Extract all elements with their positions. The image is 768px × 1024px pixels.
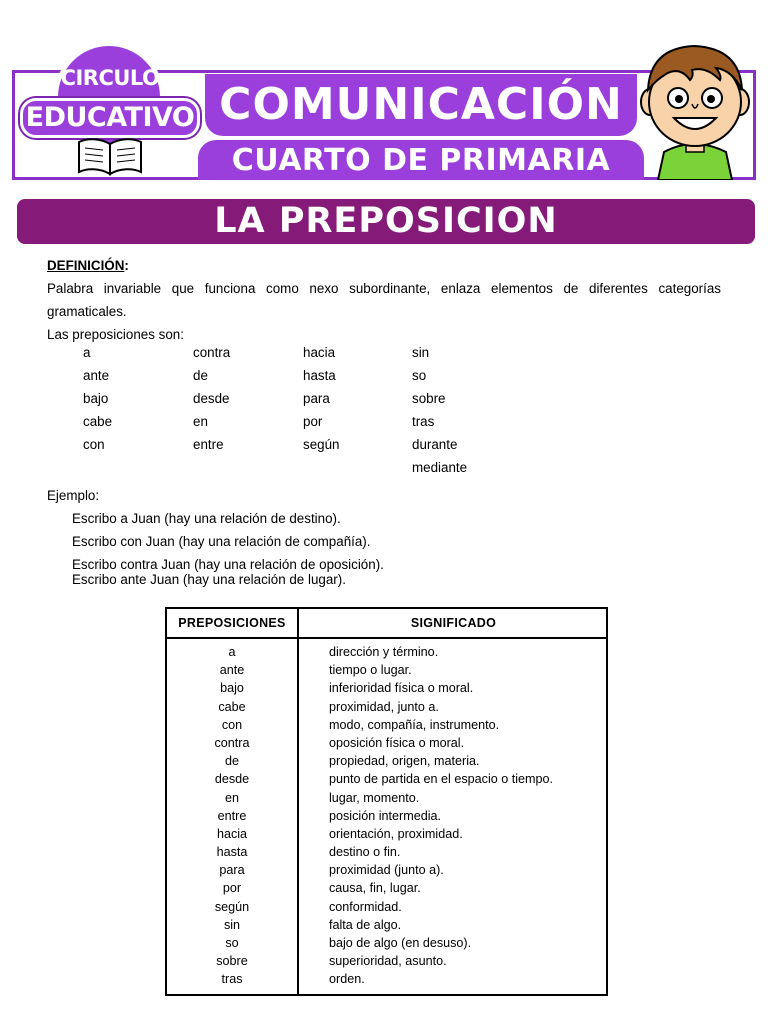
table-row: [167, 698, 606, 716]
table-cell-meaning: falta de algo.: [329, 917, 402, 932]
boy-character-icon: [636, 40, 754, 180]
table-body: [167, 643, 606, 989]
table-cell-preposition: con: [221, 717, 243, 732]
prepositions-intro: Las preposiciones son:: [47, 327, 184, 342]
preposition-item: mediante: [412, 460, 468, 475]
preposition-item: sin: [412, 345, 430, 360]
table-cell-preposition: entre: [217, 808, 247, 823]
subject-title: COMUNICACIÓN: [219, 79, 623, 130]
preposition-item: contra: [193, 345, 231, 360]
table-cell-preposition: por: [222, 881, 242, 896]
table-cell-preposition: contra: [214, 735, 250, 750]
table-cell-preposition: bajo: [220, 681, 244, 696]
preposition-item: en: [193, 414, 208, 429]
table-row: [167, 916, 606, 934]
preposition-item: según: [303, 437, 340, 452]
table-cell-preposition: de: [224, 754, 239, 769]
table-row: [167, 661, 606, 679]
logo-band: [20, 98, 200, 138]
table-cell-preposition: hasta: [216, 845, 248, 860]
table-cell-meaning: bajo de algo (en desuso).: [329, 936, 472, 950]
example-item: Escribo contra Juan (hay una relación de oposición).: [72, 557, 384, 572]
definition-section: [47, 254, 721, 346]
table-cell-preposition: ante: [219, 663, 245, 678]
table-cell-meaning: punto de partida en el espacio o tiempo.: [329, 772, 554, 787]
table-cell-meaning: orden.: [329, 972, 365, 987]
table-cell-meaning: modo, compañía, instrumento.: [329, 717, 500, 732]
table-cell-preposition: hacia: [216, 826, 248, 841]
table-row: [167, 898, 606, 916]
prepositions-meaning-table: [165, 607, 608, 996]
subject-band: [205, 74, 637, 136]
table-divider-horizontal: [167, 637, 606, 639]
table-row: [167, 825, 606, 843]
table-row: [167, 643, 606, 661]
preposition-item: con: [83, 437, 105, 452]
preposition-item: por: [303, 414, 323, 429]
table-cell-meaning: destino o fin.: [329, 845, 401, 860]
preposition-item: [303, 460, 412, 483]
examples-label: Ejemplo:: [47, 488, 100, 503]
preposition-item: de: [193, 368, 208, 383]
example-item: Escribo ante Juan (hay una relación de lugar).: [72, 572, 346, 587]
example-item: Escribo a Juan (hay una relación de destino).: [72, 511, 341, 526]
grade-band: [198, 140, 644, 180]
preposition-item: durante: [412, 437, 458, 452]
preposition-item: entre: [193, 437, 224, 452]
page-title: LA PREPOSICION: [214, 201, 558, 241]
circulo-educativo-logo: [20, 42, 200, 182]
grade-title: CUARTO DE PRIMARIA: [231, 143, 611, 178]
table-header-meaning: SIGNIFICADO: [410, 616, 497, 630]
table-row: [167, 970, 606, 988]
open-book-icon: [75, 136, 145, 178]
preposition-item: hasta: [303, 368, 336, 383]
preposition-item: bajo: [83, 391, 109, 406]
table-cell-preposition: tras: [221, 972, 243, 987]
logo-text-bottom: EDUCATIVO: [25, 102, 195, 133]
definition-text: Palabra invariable que funciona como nexo subordinante, enlaza elementos de diferentes categorías gramaticales.: [47, 281, 721, 319]
table-row: [167, 789, 606, 807]
table-cell-meaning: inferioridad física o moral.: [329, 681, 474, 696]
preposition-item: sobre: [412, 391, 446, 406]
table-cell-meaning: superioridad, asunto.: [329, 954, 447, 969]
table-row: [167, 843, 606, 861]
definition-colon: :: [124, 258, 129, 273]
examples-section: [47, 484, 384, 587]
table-cell-preposition: so: [225, 936, 239, 950]
table-row: [167, 716, 606, 734]
table-cell-meaning: causa, fin, lugar.: [329, 881, 421, 896]
table-row: [167, 861, 606, 879]
preposition-item: ante: [83, 368, 110, 383]
logo-text-top: CIRCULO: [60, 66, 160, 90]
table-row: [167, 807, 606, 825]
table-cell-preposition: desde: [214, 772, 250, 787]
table-row: [167, 934, 606, 952]
table-cell-preposition: a: [228, 645, 236, 659]
table-cell-preposition: sobre: [216, 954, 248, 969]
table-cell-meaning: dirección y término.: [329, 645, 439, 659]
preposition-item: [83, 460, 193, 483]
table-cell-meaning: oposición física o moral.: [329, 735, 465, 750]
table-cell-preposition: cabe: [218, 699, 246, 714]
preposition-item: so: [412, 368, 427, 383]
table-cell-meaning: proximidad (junto a).: [329, 863, 444, 878]
table-cell-meaning: orientación, proximidad.: [329, 826, 463, 841]
prepositions-list: [83, 345, 503, 483]
table-cell-meaning: lugar, momento.: [329, 790, 420, 805]
preposition-item: desde: [193, 391, 230, 406]
preposition-item: cabe: [83, 414, 113, 429]
table-row: [167, 734, 606, 752]
table-cell-meaning: tiempo o lugar.: [329, 663, 412, 678]
page-title-bar: [17, 199, 755, 244]
table-cell-meaning: posición intermedia.: [329, 808, 442, 823]
example-item: Escribo con Juan (hay una relación de compañía).: [72, 534, 371, 549]
preposition-item: [193, 460, 303, 483]
table-row: [167, 879, 606, 897]
table-cell-meaning: conformidad.: [329, 899, 402, 914]
table-cell-preposition: en: [224, 790, 239, 805]
table-cell-preposition: sin: [223, 917, 241, 932]
preposition-item: a: [83, 345, 91, 360]
preposition-item: para: [303, 391, 330, 406]
table-cell-preposition: para: [219, 863, 245, 878]
definition-label: DEFINICIÓN: [47, 258, 125, 273]
table-row: [167, 752, 606, 770]
table-row: [167, 770, 606, 788]
table-row: [167, 952, 606, 970]
table-header-prepositions: PREPOSICIONES: [178, 616, 286, 630]
table-cell-meaning: propiedad, origen, materia.: [329, 754, 480, 769]
table-row: [167, 679, 606, 697]
preposition-item: tras: [412, 414, 435, 429]
preposition-item: hacia: [303, 345, 336, 360]
table-cell-meaning: proximidad, junto a.: [329, 699, 439, 714]
header-banner: [0, 0, 768, 190]
table-cell-preposition: según: [214, 899, 250, 914]
